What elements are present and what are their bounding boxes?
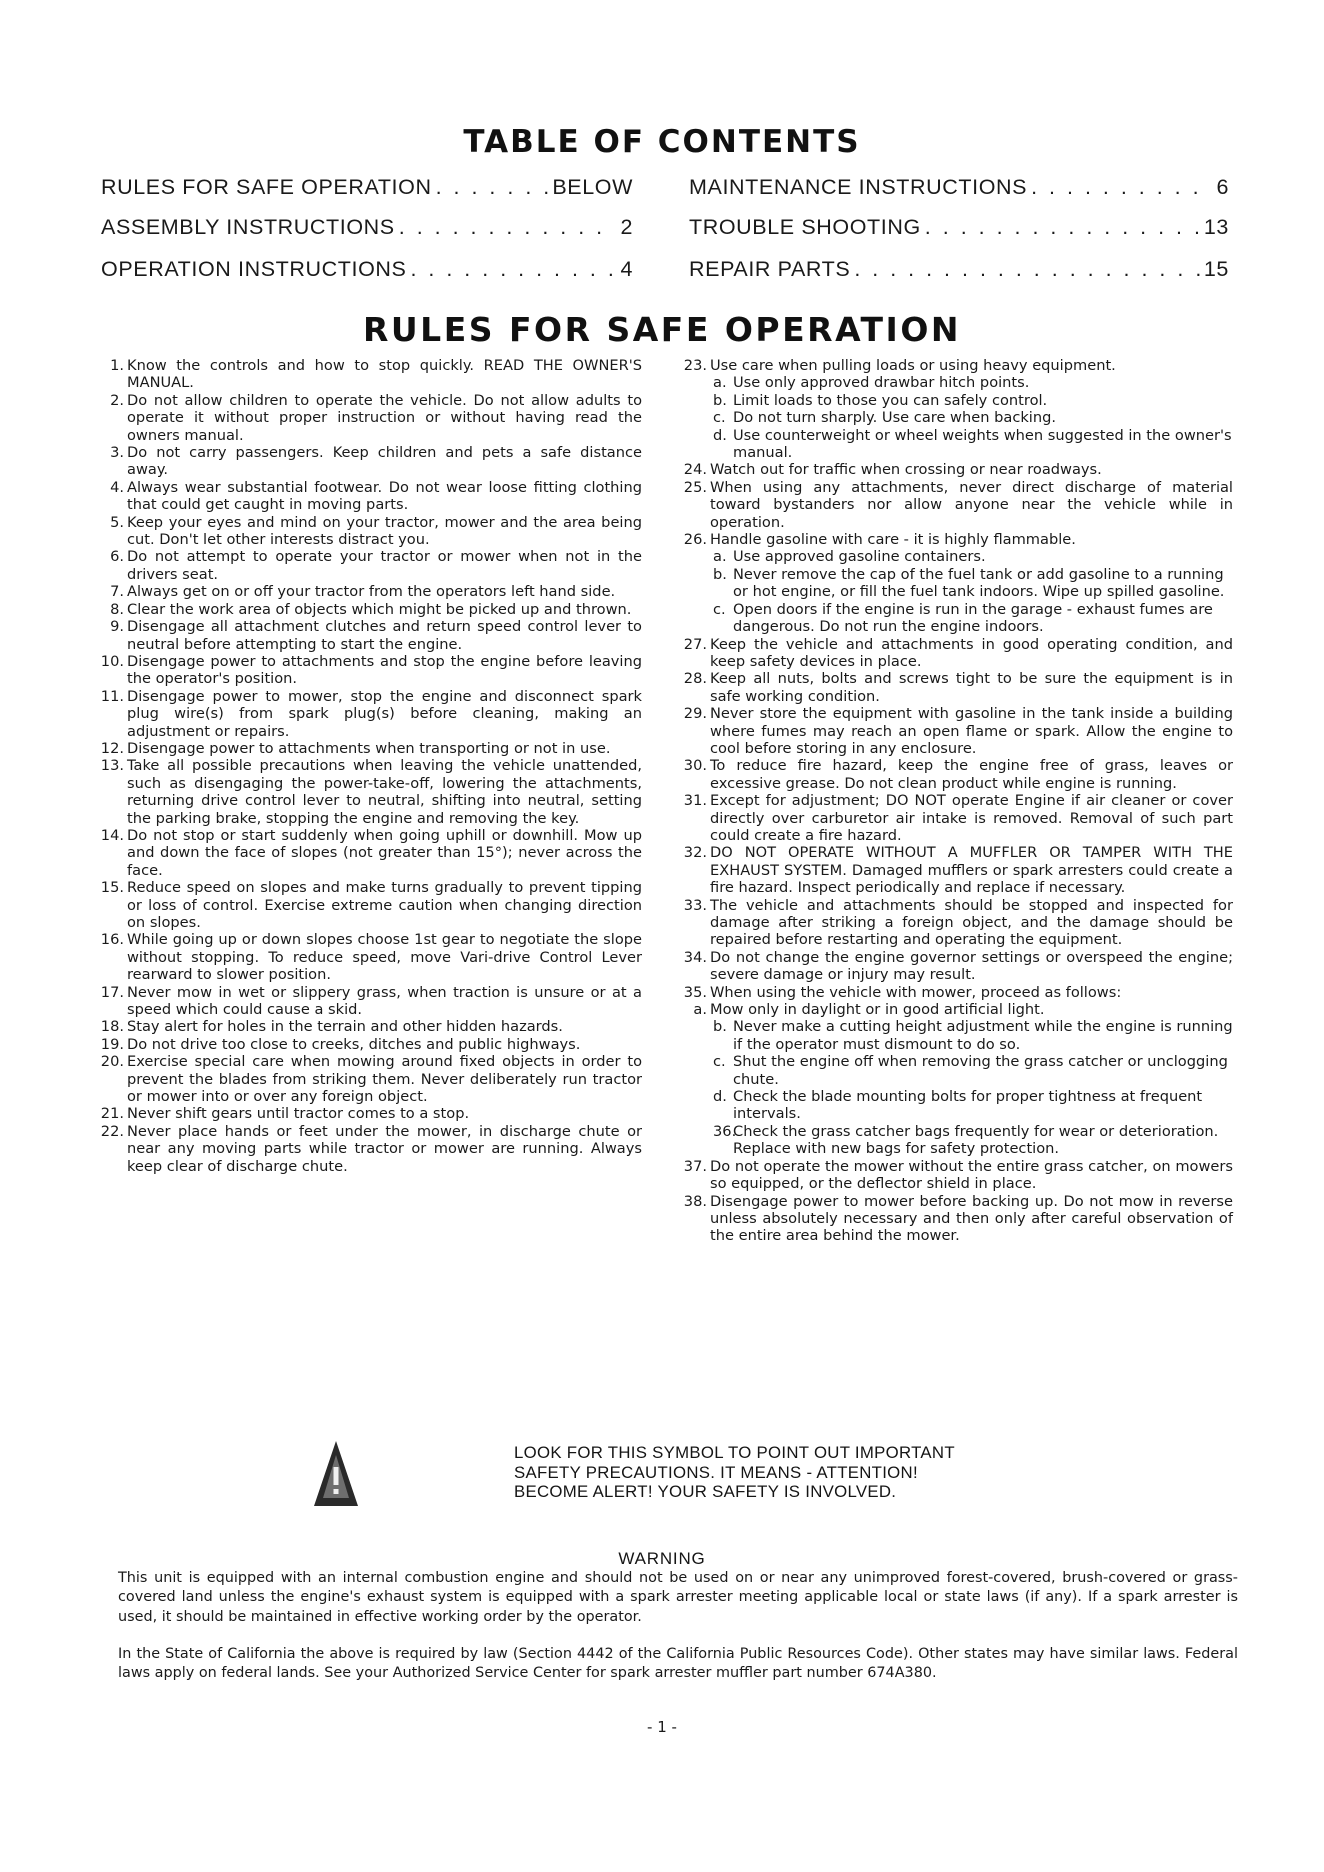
rule-item <box>675 1001 1233 1018</box>
rule-subitem-text: Use approved gasoline containers. <box>733 548 986 566</box>
safety-callout-line: BECOME ALERT! YOUR SAFETY IS INVOLVED. <box>514 1482 897 1501</box>
rule-number: 7. <box>110 583 124 601</box>
rule-item <box>675 636 1233 671</box>
rule-subitem <box>675 392 1233 409</box>
rule-subitem-text: Limit loads to those you can safely control. <box>733 391 1048 409</box>
rule-item <box>675 792 1233 844</box>
toc-leader-dots <box>854 257 1200 282</box>
rule-number: 30. <box>683 757 707 775</box>
rule-text: Do not drive too close to creeks, ditches and public highways. <box>127 1035 581 1053</box>
rule-number: 28. <box>683 670 707 688</box>
rule-item <box>675 897 1233 949</box>
rules-column-right <box>675 357 1233 1245</box>
rule-item <box>92 1105 642 1122</box>
toc-entry-label: ASSEMBLY INSTRUCTIONS <box>101 215 395 239</box>
toc-entry-page: 2 <box>620 215 633 239</box>
rule-subitem-letter: d. <box>713 426 727 444</box>
rule-item <box>675 844 1233 896</box>
rule-subitem-letter: 36. <box>713 1122 737 1140</box>
rule-text: Keep your eyes and mind on your tractor, mower and the area being cut. Don't let other interests distract you. <box>127 513 642 549</box>
rule-subitem-letter: a. <box>713 374 727 392</box>
rule-number: 14. <box>100 826 124 844</box>
toc-entry <box>101 175 633 200</box>
toc-entry-page: BELOW <box>552 175 633 199</box>
rule-subitem <box>675 566 1233 601</box>
rule-text: The vehicle and attachments should be stopped and inspected for damage after striking a foreign object, and the damage should be repaired before restarting and operating the equipment. <box>710 896 1233 949</box>
toc-leader-dots <box>436 175 549 200</box>
rule-number: 17. <box>100 983 124 1001</box>
rule-item <box>675 461 1233 478</box>
rule-item <box>92 653 642 688</box>
rule-subitem-letter: b. <box>713 565 727 583</box>
rule-item <box>675 1158 1233 1193</box>
rule-subitem-letter: d. <box>713 1088 727 1106</box>
toc-entry-page: 6 <box>1216 175 1229 199</box>
warning-title: WARNING <box>618 1549 706 1568</box>
toc-entry <box>689 257 1229 282</box>
rule-number: 10. <box>100 652 124 670</box>
toc-title: TABLE OF CONTENTS <box>463 124 861 160</box>
rule-number: 33. <box>683 896 707 914</box>
rule-number: 24. <box>683 461 707 479</box>
rule-item <box>92 688 642 740</box>
toc-entry <box>101 215 633 240</box>
rule-text: Disengage power to attachments when transporting or not in use. <box>127 739 611 757</box>
rule-text: Keep the vehicle and attachments in good operating condition, and keep safety devices in place. <box>710 635 1233 670</box>
rule-number: 27. <box>683 635 707 653</box>
warning-paragraph: In the State of California the above is required by law (Section 4442 of the California Public Resources Code). Other states may have similar laws. Federal laws apply on federal lands. See your Authorized Service Center for spark arrester muffler part number 674A380. <box>118 1646 1238 1682</box>
rule-subitem-text: Shut the engine off when removing the grass catcher or unclogging chute. <box>733 1053 1228 1088</box>
rule-item <box>92 583 642 600</box>
rule-text: Do not carry passengers. Keep children and pets a safe distance away. <box>127 444 642 479</box>
rule-number: 20. <box>100 1053 124 1071</box>
rule-item <box>675 757 1233 792</box>
rule-item <box>92 1018 642 1035</box>
rules-title: RULES FOR SAFE OPERATION <box>362 310 962 349</box>
rule-number: 3. <box>110 444 124 462</box>
rule-item <box>92 514 642 549</box>
rule-item <box>92 1053 642 1105</box>
rule-subitem <box>675 1088 1233 1123</box>
rule-item <box>675 357 1233 374</box>
safety-symbol-callout <box>514 1443 1074 1502</box>
rule-text: Always get on or off your tractor from the operators left hand side. <box>127 583 616 601</box>
rule-number: 32. <box>683 844 707 862</box>
rule-item <box>92 827 642 879</box>
rule-subitem <box>675 601 1233 636</box>
rule-number: 37. <box>683 1157 707 1175</box>
rule-text: Except for adjustment; DO NOT operate Engine if air cleaner or cover directly over carburetor air intake is removed. Removal of such part could create a fire hazard. <box>710 792 1233 844</box>
rule-text: Handle gasoline with care - it is highly flammable. <box>710 531 1076 549</box>
rule-text: Do not allow children to operate the vehicle. Do not allow adults to operate it without proper instruction or without having read the owners manual. <box>127 391 642 444</box>
rule-text: Do not change the engine governor settings or overspeed the engine; severe damage or injury may result. <box>710 948 1233 984</box>
rule-subitem-text: Never make a cutting height adjustment while the engine is running if the operator must dismount to do so. <box>733 1018 1233 1053</box>
toc-entry-label: TROUBLE SHOOTING <box>689 215 921 239</box>
warning-paragraph: This unit is equipped with an internal combustion engine and should not be used on or near any unimproved forest-covered, brush-covered or grass-covered land unless the engine's exhaust system is equipped with a spark arrester meeting applicable local or state laws (if any). If a spark arrester is used, it should be maintained in effective working order by the operator. <box>118 1570 1238 1625</box>
toc-entry <box>689 215 1229 240</box>
rule-text: Disengage power to mower, stop the engine and disconnect spark plug wire(s) from spark plug(s) before cleaning, making an adjustment or repairs. <box>127 687 642 740</box>
toc-leader-dots <box>410 257 616 282</box>
rule-subitem-text: Open doors if the engine is run in the garage - exhaust fumes are dangerous. Do not run the engine indoors. <box>733 600 1213 636</box>
rule-number: 9. <box>110 618 124 636</box>
rule-item <box>92 392 642 444</box>
rule-text: Take all possible precautions when leaving the vehicle unattended, such as disengaging the power-take-off, lowering the attachments, returning drive control lever to neutral, shifting into neutral, setting the parking brake, stopping the engine and removing the key. <box>127 757 642 827</box>
rule-subitem <box>675 409 1233 426</box>
rule-item <box>92 1123 642 1175</box>
rule-number: a. <box>693 1001 707 1019</box>
rule-text: Mow only in daylight or in good artificial light. <box>710 1001 1045 1019</box>
rule-number: 11. <box>100 687 124 705</box>
rule-number: 18. <box>100 1018 124 1036</box>
rule-number: 16. <box>100 931 124 949</box>
rule-text: Never place hands or feet under the mower, in discharge chute or near any moving parts while tractor or mower are running. Always keep clear of discharge chute. <box>127 1122 642 1175</box>
rule-text: Stay alert for holes in the terrain and other hidden hazards. <box>127 1018 563 1036</box>
toc-entry <box>689 175 1229 200</box>
rule-number: 23. <box>683 357 707 374</box>
rule-text: Do not operate the mower without the entire grass catcher, on mowers so equipped, or the deflector shield in place. <box>710 1157 1233 1193</box>
rule-subitem-letter: c. <box>713 600 726 618</box>
rule-text: Never mow in wet or slippery grass, when traction is unsure or at a speed which could cause a skid. <box>127 983 642 1019</box>
rule-text: Do not stop or start suddenly when going uphill or downhill. Mow up and down the face of slopes (not greater than 15°); never across the face. <box>127 826 642 879</box>
rule-item <box>92 984 642 1019</box>
rule-number: 8. <box>110 600 124 618</box>
rule-item <box>675 984 1233 1001</box>
rule-item <box>92 618 642 653</box>
rule-item <box>92 357 642 392</box>
rule-number: 12. <box>100 739 124 757</box>
rule-item <box>92 757 642 827</box>
rule-subitem-letter: c. <box>713 409 726 427</box>
toc-entry-page: 15 <box>1203 257 1229 281</box>
toc-entry-page: 4 <box>620 257 633 281</box>
rule-subitem <box>675 1123 1233 1158</box>
rule-item <box>675 1193 1233 1245</box>
rule-item <box>92 444 642 479</box>
rule-number: 13. <box>100 757 124 775</box>
rule-text: Exercise special care when mowing around fixed objects in order to prevent the blades from striking them. Never deliberately run tractor or mower into or over any foreign object. <box>127 1053 642 1106</box>
safety-callout-line: LOOK FOR THIS SYMBOL TO POINT OUT IMPORTANT <box>514 1443 955 1462</box>
rule-text: Disengage power to attachments and stop the engine before leaving the operator's position. <box>127 652 642 688</box>
rule-item <box>92 740 642 757</box>
rules-column-left <box>92 357 642 1175</box>
rule-subitem-text: Never remove the cap of the fuel tank or add gasoline to a running or hot engine, or fill the fuel tank indoors. Wipe up spilled gasoline. <box>733 565 1225 601</box>
rule-item <box>92 601 642 618</box>
rule-item <box>92 548 642 583</box>
rule-number: 19. <box>100 1035 124 1053</box>
rule-text: To reduce fire hazard, keep the engine free of grass, leaves or excessive grease. Do not clean product while engine is running. <box>710 757 1233 792</box>
rule-number: 29. <box>683 705 707 723</box>
rule-subitem <box>675 427 1233 462</box>
rule-subitem-text: Use counterweight or wheel weights when suggested in the owner's manual. <box>733 426 1232 462</box>
toc-entry-label: RULES FOR SAFE OPERATION <box>101 175 432 199</box>
rule-number: 6. <box>110 548 124 566</box>
rule-item <box>92 879 642 931</box>
rule-text: Do not attempt to operate your tractor or mower when not in the drivers seat. <box>127 548 642 583</box>
rule-text: Disengage power to mower before backing up. Do not mow in reverse unless absolutely necessary and then only after careful observation of the entire area behind the mower. <box>710 1192 1233 1245</box>
rule-item <box>92 479 642 514</box>
rule-number: 38. <box>683 1192 707 1210</box>
toc-leader-dots <box>925 215 1200 240</box>
rule-number: 15. <box>100 879 124 897</box>
rule-text: When using the vehicle with mower, proceed as follows: <box>710 983 1122 1001</box>
rule-subitem-letter: b. <box>713 391 727 409</box>
rule-number: 25. <box>683 478 707 496</box>
toc-entry-page: 13 <box>1203 215 1229 239</box>
rule-text: When using any attachments, never direct discharge of material toward bystanders nor allow anyone near the vehicle while in operation. <box>710 478 1233 531</box>
rule-text: Reduce speed on slopes and make turns gradually to prevent tipping or loss of control. Exercise extreme caution when changing direction on slopes. <box>127 879 642 931</box>
rule-subitem-letter: a. <box>713 548 727 566</box>
toc-leader-dots <box>1031 175 1212 200</box>
rule-subitem <box>675 548 1233 565</box>
rule-number: 22. <box>100 1122 124 1140</box>
toc-leader-dots <box>399 215 617 240</box>
rule-text: Know the controls and how to stop quickly. READ THE OWNER'S MANUAL. <box>127 357 642 392</box>
rule-subitem-text: Use only approved drawbar hitch points. <box>733 374 1030 392</box>
rule-number: 1. <box>110 357 124 374</box>
rule-subitem <box>675 374 1233 391</box>
rule-subitem-text: Check the grass catcher bags frequently for wear or deterioration. Replace with new bags for safety protection. <box>733 1122 1219 1158</box>
toc-entry-label: MAINTENANCE INSTRUCTIONS <box>689 175 1028 199</box>
rule-text: While going up or down slopes choose 1st gear to negotiate the slope without stopping. To reduce speed, move Vari-drive Control Lever rearward to slower position. <box>127 931 642 984</box>
rule-item <box>675 479 1233 531</box>
rule-text: Never shift gears until tractor comes to a stop. <box>127 1105 470 1123</box>
rule-item <box>92 931 642 983</box>
rule-subitem-letter: c. <box>713 1053 726 1071</box>
rule-number: 21. <box>100 1105 124 1123</box>
safety-callout-line: SAFETY PRECAUTIONS. IT MEANS - ATTENTION! <box>514 1462 918 1482</box>
rule-subitem <box>675 1053 1233 1088</box>
rule-item <box>675 531 1233 548</box>
rule-text: Disengage all attachment clutches and return speed control lever to neutral before attempting to start the engine. <box>127 618 642 653</box>
page-number: - 1 - <box>647 1718 677 1736</box>
rule-text: Keep all nuts, bolts and screws tight to be sure the equipment is in safe working condition. <box>710 670 1233 705</box>
rule-text: Always wear substantial footwear. Do not wear loose fitting clothing that could get caught in moving parts. <box>127 478 642 514</box>
toc-entry-label: OPERATION INSTRUCTIONS <box>101 257 407 281</box>
rule-subitem <box>675 1018 1233 1053</box>
rule-item <box>675 705 1233 757</box>
rule-number: 4. <box>110 478 124 496</box>
rule-subitem-text: Check the blade mounting bolts for proper tightness at frequent intervals. <box>733 1088 1203 1123</box>
rule-text: Clear the work area of objects which might be picked up and thrown. <box>127 600 632 618</box>
toc-entry <box>101 257 633 282</box>
rule-item <box>92 1036 642 1053</box>
rule-text: Never store the equipment with gasoline in the tank inside a building where fumes may reach an open flame or spark. Allow the engine to cool before storing in any enclosure. <box>710 705 1233 757</box>
rule-number: 5. <box>110 513 124 531</box>
rule-text: Use care when pulling loads or using heavy equipment. <box>710 357 1116 374</box>
rule-subitem-letter: b. <box>713 1018 727 1036</box>
rule-text: DO NOT OPERATE WITHOUT A MUFFLER OR TAMPER WITH THE EXHAUST SYSTEM. Damaged mufflers or spark arresters could create a fire hazard. Inspect periodically and replace if necessary. <box>710 844 1233 897</box>
toc-entry-label: REPAIR PARTS <box>689 257 851 281</box>
rule-item <box>675 670 1233 705</box>
rule-number: 35. <box>683 983 707 1001</box>
rule-number: 2. <box>110 391 124 409</box>
rule-number: 34. <box>683 948 707 966</box>
rule-item <box>675 949 1233 984</box>
rule-subitem-text: Do not turn sharply. Use care when backing. <box>733 409 1056 427</box>
rule-number: 26. <box>683 531 707 549</box>
rule-number: 31. <box>683 792 707 810</box>
rule-text: Watch out for traffic when crossing or near roadways. <box>710 461 1102 479</box>
